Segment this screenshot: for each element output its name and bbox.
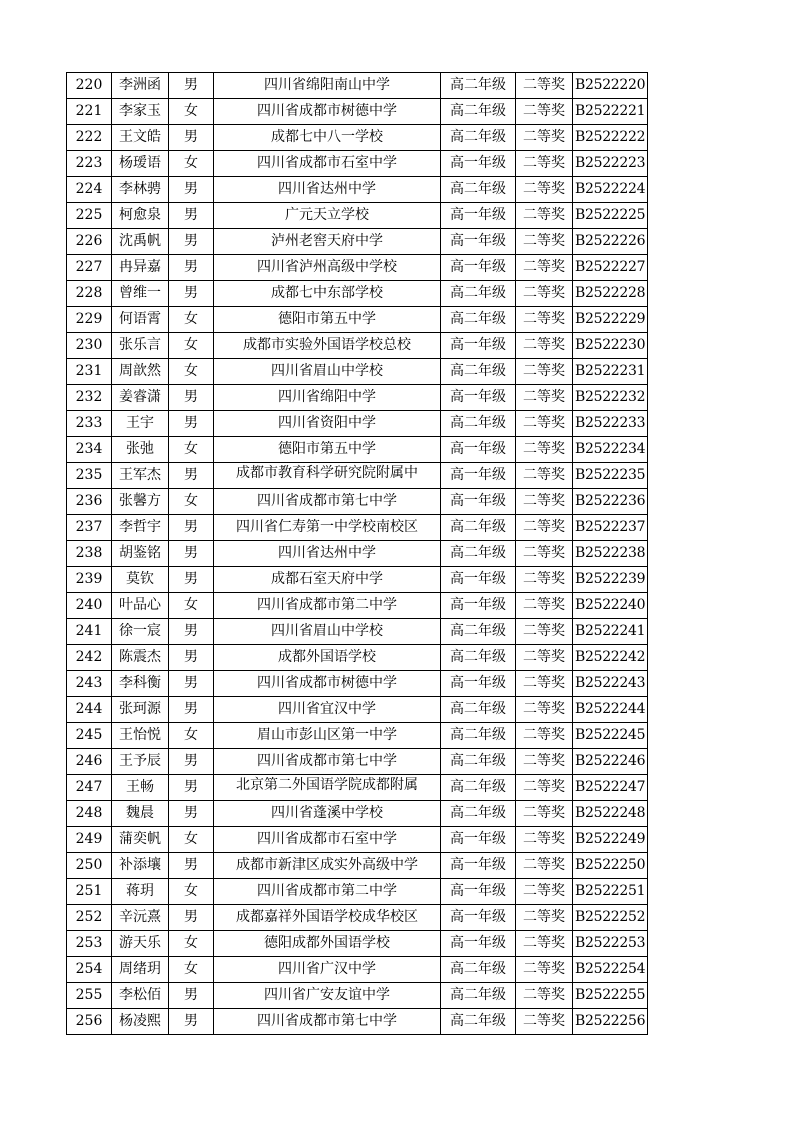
student-name-cell: 姜睿潇 — [112, 385, 169, 411]
school-name-cell: 成都嘉祥外国语学校成华校区 — [214, 905, 441, 931]
grade-level-cell: 高二年级 — [441, 73, 516, 99]
school-name-cell: 四川省成都市第二中学 — [214, 879, 441, 905]
grade-level-cell: 高二年级 — [441, 99, 516, 125]
row-number-cell: 252 — [67, 905, 112, 931]
row-number-cell: 247 — [67, 775, 112, 801]
student-name-cell: 辛沅熹 — [112, 905, 169, 931]
certificate-id-cell: B2522223 — [573, 151, 648, 177]
table-row — [67, 203, 648, 229]
grade-level-cell: 高一年级 — [441, 879, 516, 905]
award-level-cell: 二等奖 — [516, 723, 573, 749]
student-name-cell: 杨瑷语 — [112, 151, 169, 177]
table-row — [67, 619, 648, 645]
row-number-cell: 222 — [67, 125, 112, 151]
gender-cell: 女 — [169, 489, 214, 515]
row-number-cell: 244 — [67, 697, 112, 723]
school-name-cell: 四川省资阳中学 — [214, 411, 441, 437]
certificate-id-cell: B2522225 — [573, 203, 648, 229]
grade-level-cell: 高一年级 — [441, 229, 516, 255]
student-name-cell: 王怡悦 — [112, 723, 169, 749]
certificate-id-cell: B2522241 — [573, 619, 648, 645]
award-level-cell: 二等奖 — [516, 489, 573, 515]
gender-cell: 男 — [169, 411, 214, 437]
award-level-cell: 二等奖 — [516, 593, 573, 619]
row-number-cell: 221 — [67, 99, 112, 125]
gender-cell: 男 — [169, 619, 214, 645]
school-name-cell: 四川省泸州高级中学校 — [214, 255, 441, 281]
grade-level-cell: 高二年级 — [441, 957, 516, 983]
certificate-id-cell: B2522239 — [573, 567, 648, 593]
certificate-id-cell: B2522246 — [573, 749, 648, 775]
certificate-id-cell: B2522236 — [573, 489, 648, 515]
award-level-cell: 二等奖 — [516, 463, 573, 489]
student-name-cell: 曾维一 — [112, 281, 169, 307]
gender-cell: 女 — [169, 99, 214, 125]
award-level-cell: 二等奖 — [516, 957, 573, 983]
certificate-id-cell: B2522245 — [573, 723, 648, 749]
award-level-cell: 二等奖 — [516, 203, 573, 229]
school-name-cell: 眉山市彭山区第一中学 — [214, 723, 441, 749]
school-name-cell: 成都七中东部学校 — [214, 281, 441, 307]
certificate-id-cell: B2522238 — [573, 541, 648, 567]
award-level-cell: 二等奖 — [516, 541, 573, 567]
award-level-cell: 二等奖 — [516, 827, 573, 853]
grade-level-cell: 高二年级 — [441, 359, 516, 385]
certificate-id-cell: B2522248 — [573, 801, 648, 827]
student-name-cell: 王军杰 — [112, 463, 169, 489]
table-row — [67, 775, 648, 801]
award-level-cell: 二等奖 — [516, 125, 573, 151]
certificate-id-cell: B2522256 — [573, 1009, 648, 1035]
certificate-id-cell: B2522231 — [573, 359, 648, 385]
row-number-cell: 251 — [67, 879, 112, 905]
row-number-cell: 240 — [67, 593, 112, 619]
grade-level-cell: 高一年级 — [441, 203, 516, 229]
row-number-cell: 235 — [67, 463, 112, 489]
award-level-cell: 二等奖 — [516, 801, 573, 827]
certificate-id-cell: B2522251 — [573, 879, 648, 905]
table-row — [67, 723, 648, 749]
student-name-cell: 王文皓 — [112, 125, 169, 151]
school-name-cell: 四川省绵阳南山中学 — [214, 73, 441, 99]
student-name-cell: 陈震杰 — [112, 645, 169, 671]
award-level-cell: 二等奖 — [516, 775, 573, 801]
grade-level-cell: 高一年级 — [441, 151, 516, 177]
table-row — [67, 73, 648, 99]
certificate-id-cell: B2522232 — [573, 385, 648, 411]
row-number-cell: 246 — [67, 749, 112, 775]
row-number-cell: 254 — [67, 957, 112, 983]
grade-level-cell: 高二年级 — [441, 515, 516, 541]
certificate-id-cell: B2522240 — [573, 593, 648, 619]
student-name-cell: 冉异嘉 — [112, 255, 169, 281]
school-name-cell: 四川省广汉中学 — [214, 957, 441, 983]
table-row — [67, 151, 648, 177]
student-name-cell: 胡鉴铭 — [112, 541, 169, 567]
school-name-cell: 四川省成都市第七中学 — [214, 1009, 441, 1035]
grade-level-cell: 高二年级 — [441, 307, 516, 333]
grade-level-cell: 高一年级 — [441, 905, 516, 931]
grade-level-cell: 高二年级 — [441, 177, 516, 203]
school-name-cell: 成都市实验外国语学校总校 — [214, 333, 441, 359]
row-number-cell: 236 — [67, 489, 112, 515]
school-name-cell: 四川省达州中学 — [214, 177, 441, 203]
school-name-cell: 四川省宜汉中学 — [214, 697, 441, 723]
row-number-cell: 233 — [67, 411, 112, 437]
school-name-cell: 成都市新津区成实外高级中学 — [214, 853, 441, 879]
certificate-id-cell: B2522224 — [573, 177, 648, 203]
award-level-cell: 二等奖 — [516, 567, 573, 593]
grade-level-cell: 高二年级 — [441, 541, 516, 567]
row-number-cell: 228 — [67, 281, 112, 307]
school-name-cell: 四川省广安友谊中学 — [214, 983, 441, 1009]
student-name-cell: 魏晨 — [112, 801, 169, 827]
student-name-cell: 李洲函 — [112, 73, 169, 99]
table-row — [67, 749, 648, 775]
table-row — [67, 567, 648, 593]
gender-cell: 男 — [169, 645, 214, 671]
table-row — [67, 593, 648, 619]
certificate-id-cell: B2522243 — [573, 671, 648, 697]
row-number-cell: 253 — [67, 931, 112, 957]
row-number-cell: 248 — [67, 801, 112, 827]
gender-cell: 男 — [169, 541, 214, 567]
award-level-cell: 二等奖 — [516, 931, 573, 957]
student-name-cell: 李哲宇 — [112, 515, 169, 541]
row-number-cell: 226 — [67, 229, 112, 255]
row-number-cell: 229 — [67, 307, 112, 333]
gender-cell: 男 — [169, 801, 214, 827]
award-table-body — [67, 73, 648, 1035]
grade-level-cell: 高一年级 — [441, 567, 516, 593]
school-name-cell: 四川省达州中学 — [214, 541, 441, 567]
student-name-cell: 李松佰 — [112, 983, 169, 1009]
gender-cell: 男 — [169, 229, 214, 255]
gender-cell: 男 — [169, 177, 214, 203]
certificate-id-cell: B2522222 — [573, 125, 648, 151]
grade-level-cell: 高二年级 — [441, 1009, 516, 1035]
gender-cell: 女 — [169, 957, 214, 983]
grade-level-cell: 高一年级 — [441, 437, 516, 463]
grade-level-cell: 高二年级 — [441, 775, 516, 801]
gender-cell: 男 — [169, 905, 214, 931]
certificate-id-cell: B2522237 — [573, 515, 648, 541]
school-name-cell: 四川省成都市第七中学 — [214, 489, 441, 515]
table-row — [67, 671, 648, 697]
student-name-cell: 何语霄 — [112, 307, 169, 333]
award-level-cell: 二等奖 — [516, 645, 573, 671]
gender-cell: 男 — [169, 1009, 214, 1035]
school-name-cell: 北京第二外国语学院成都附属 — [214, 775, 441, 801]
student-name-cell: 张弛 — [112, 437, 169, 463]
row-number-cell: 249 — [67, 827, 112, 853]
grade-level-cell: 高二年级 — [441, 619, 516, 645]
row-number-cell: 250 — [67, 853, 112, 879]
student-name-cell: 徐一宸 — [112, 619, 169, 645]
award-level-cell: 二等奖 — [516, 307, 573, 333]
student-name-cell: 王予辰 — [112, 749, 169, 775]
school-name-cell: 四川省成都市第七中学 — [214, 749, 441, 775]
gender-cell: 男 — [169, 73, 214, 99]
award-level-cell: 二等奖 — [516, 749, 573, 775]
table-row — [67, 489, 648, 515]
grade-level-cell: 高二年级 — [441, 723, 516, 749]
row-number-cell: 225 — [67, 203, 112, 229]
gender-cell: 女 — [169, 593, 214, 619]
award-level-cell: 二等奖 — [516, 281, 573, 307]
school-name-cell: 德阳市第五中学 — [214, 437, 441, 463]
table-row — [67, 255, 648, 281]
grade-level-cell: 高一年级 — [441, 463, 516, 489]
award-level-cell: 二等奖 — [516, 983, 573, 1009]
student-name-cell: 王畅 — [112, 775, 169, 801]
student-name-cell: 王宇 — [112, 411, 169, 437]
certificate-id-cell: B2522249 — [573, 827, 648, 853]
grade-level-cell: 高二年级 — [441, 125, 516, 151]
row-number-cell: 242 — [67, 645, 112, 671]
school-name-cell: 四川省成都市石室中学 — [214, 827, 441, 853]
school-name-cell: 德阳市第五中学 — [214, 307, 441, 333]
student-name-cell: 周绪玥 — [112, 957, 169, 983]
gender-cell: 女 — [169, 359, 214, 385]
school-name-cell: 成都外国语学校 — [214, 645, 441, 671]
row-number-cell: 223 — [67, 151, 112, 177]
table-row — [67, 333, 648, 359]
award-list-sheet — [66, 72, 648, 1035]
award-level-cell: 二等奖 — [516, 99, 573, 125]
school-name-cell: 四川省成都市第二中学 — [214, 593, 441, 619]
school-name-cell: 四川省眉山中学校 — [214, 619, 441, 645]
student-name-cell: 补添壤 — [112, 853, 169, 879]
table-row — [67, 281, 648, 307]
certificate-id-cell: B2522254 — [573, 957, 648, 983]
award-level-cell: 二等奖 — [516, 359, 573, 385]
row-number-cell: 243 — [67, 671, 112, 697]
table-row — [67, 411, 648, 437]
award-level-cell: 二等奖 — [516, 515, 573, 541]
row-number-cell: 234 — [67, 437, 112, 463]
table-row — [67, 385, 648, 411]
table-row — [67, 125, 648, 151]
award-level-cell: 二等奖 — [516, 619, 573, 645]
grade-level-cell: 高二年级 — [441, 801, 516, 827]
award-level-cell: 二等奖 — [516, 1009, 573, 1035]
certificate-id-cell: B2522235 — [573, 463, 648, 489]
award-level-cell: 二等奖 — [516, 671, 573, 697]
row-number-cell: 255 — [67, 983, 112, 1009]
table-row — [67, 853, 648, 879]
gender-cell: 女 — [169, 307, 214, 333]
gender-cell: 男 — [169, 203, 214, 229]
table-row — [67, 957, 648, 983]
school-name-cell: 四川省仁寿第一中学校南校区 — [214, 515, 441, 541]
certificate-id-cell: B2522250 — [573, 853, 648, 879]
student-name-cell: 蒲奕帆 — [112, 827, 169, 853]
school-name-cell: 四川省成都市树德中学 — [214, 99, 441, 125]
table-row — [67, 515, 648, 541]
certificate-id-cell: B2522253 — [573, 931, 648, 957]
school-name-cell: 四川省成都市树德中学 — [214, 671, 441, 697]
award-level-cell: 二等奖 — [516, 73, 573, 99]
row-number-cell: 239 — [67, 567, 112, 593]
certificate-id-cell: B2522244 — [573, 697, 648, 723]
award-level-cell: 二等奖 — [516, 411, 573, 437]
grade-level-cell: 高二年级 — [441, 645, 516, 671]
table-row — [67, 1009, 648, 1035]
grade-level-cell: 高一年级 — [441, 827, 516, 853]
gender-cell: 女 — [169, 151, 214, 177]
gender-cell: 男 — [169, 515, 214, 541]
school-name-cell: 成都石室天府中学 — [214, 567, 441, 593]
student-name-cell: 叶品心 — [112, 593, 169, 619]
student-name-cell: 李家玉 — [112, 99, 169, 125]
student-name-cell: 莫钦 — [112, 567, 169, 593]
gender-cell: 女 — [169, 333, 214, 359]
certificate-id-cell: B2522221 — [573, 99, 648, 125]
school-name-cell: 四川省绵阳中学 — [214, 385, 441, 411]
certificate-id-cell: B2522247 — [573, 775, 648, 801]
certificate-id-cell: B2522228 — [573, 281, 648, 307]
row-number-cell: 224 — [67, 177, 112, 203]
row-number-cell: 231 — [67, 359, 112, 385]
table-row — [67, 541, 648, 567]
school-name-cell: 广元天立学校 — [214, 203, 441, 229]
row-number-cell: 241 — [67, 619, 112, 645]
school-name-cell: 四川省眉山中学校 — [214, 359, 441, 385]
student-name-cell: 杨凌熙 — [112, 1009, 169, 1035]
row-number-cell: 220 — [67, 73, 112, 99]
student-name-cell: 李科衡 — [112, 671, 169, 697]
certificate-id-cell: B2522227 — [573, 255, 648, 281]
row-number-cell: 238 — [67, 541, 112, 567]
certificate-id-cell: B2522234 — [573, 437, 648, 463]
gender-cell: 男 — [169, 775, 214, 801]
school-name-cell: 泸州老窖天府中学 — [214, 229, 441, 255]
gender-cell: 男 — [169, 255, 214, 281]
award-level-cell: 二等奖 — [516, 151, 573, 177]
gender-cell: 男 — [169, 671, 214, 697]
row-number-cell: 256 — [67, 1009, 112, 1035]
school-name-cell: 德阳成都外国语学校 — [214, 931, 441, 957]
student-name-cell: 周歆然 — [112, 359, 169, 385]
gender-cell: 男 — [169, 125, 214, 151]
award-level-cell: 二等奖 — [516, 177, 573, 203]
school-name-cell: 成都市教育科学研究院附属中 — [214, 463, 441, 489]
table-row — [67, 229, 648, 255]
certificate-id-cell: B2522233 — [573, 411, 648, 437]
table-row — [67, 645, 648, 671]
gender-cell: 女 — [169, 931, 214, 957]
grade-level-cell: 高一年级 — [441, 255, 516, 281]
student-name-cell: 沈禹帆 — [112, 229, 169, 255]
gender-cell: 男 — [169, 567, 214, 593]
row-number-cell: 237 — [67, 515, 112, 541]
award-level-cell: 二等奖 — [516, 697, 573, 723]
table-row — [67, 359, 648, 385]
award-level-cell: 二等奖 — [516, 879, 573, 905]
gender-cell: 女 — [169, 723, 214, 749]
gender-cell: 男 — [169, 385, 214, 411]
grade-level-cell: 高一年级 — [441, 333, 516, 359]
gender-cell: 男 — [169, 281, 214, 307]
award-table — [66, 72, 648, 1035]
school-name-cell: 四川省成都市石室中学 — [214, 151, 441, 177]
table-row — [67, 177, 648, 203]
grade-level-cell: 高二年级 — [441, 983, 516, 1009]
table-row — [67, 931, 648, 957]
award-level-cell: 二等奖 — [516, 905, 573, 931]
grade-level-cell: 高一年级 — [441, 671, 516, 697]
row-number-cell: 227 — [67, 255, 112, 281]
award-level-cell: 二等奖 — [516, 333, 573, 359]
row-number-cell: 232 — [67, 385, 112, 411]
grade-level-cell: 高一年级 — [441, 385, 516, 411]
table-row — [67, 463, 648, 489]
student-name-cell: 李林骋 — [112, 177, 169, 203]
grade-level-cell: 高一年级 — [441, 593, 516, 619]
school-name-cell: 成都七中八一学校 — [214, 125, 441, 151]
row-number-cell: 230 — [67, 333, 112, 359]
table-row — [67, 99, 648, 125]
table-row — [67, 983, 648, 1009]
award-level-cell: 二等奖 — [516, 853, 573, 879]
gender-cell: 女 — [169, 879, 214, 905]
student-name-cell: 张馨方 — [112, 489, 169, 515]
grade-level-cell: 高二年级 — [441, 411, 516, 437]
table-row — [67, 827, 648, 853]
school-name-cell: 四川省蓬溪中学校 — [214, 801, 441, 827]
certificate-id-cell: B2522229 — [573, 307, 648, 333]
gender-cell: 男 — [169, 697, 214, 723]
student-name-cell: 柯愈泉 — [112, 203, 169, 229]
table-row — [67, 801, 648, 827]
student-name-cell: 蒋玥 — [112, 879, 169, 905]
certificate-id-cell: B2522255 — [573, 983, 648, 1009]
table-row — [67, 905, 648, 931]
table-row — [67, 437, 648, 463]
grade-level-cell: 高二年级 — [441, 749, 516, 775]
certificate-id-cell: B2522230 — [573, 333, 648, 359]
gender-cell: 女 — [169, 827, 214, 853]
award-level-cell: 二等奖 — [516, 229, 573, 255]
gender-cell: 男 — [169, 983, 214, 1009]
grade-level-cell: 高一年级 — [441, 853, 516, 879]
table-row — [67, 879, 648, 905]
certificate-id-cell: B2522252 — [573, 905, 648, 931]
grade-level-cell: 高二年级 — [441, 281, 516, 307]
gender-cell: 男 — [169, 749, 214, 775]
gender-cell: 男 — [169, 463, 214, 489]
row-number-cell: 245 — [67, 723, 112, 749]
award-level-cell: 二等奖 — [516, 437, 573, 463]
certificate-id-cell: B2522242 — [573, 645, 648, 671]
award-level-cell: 二等奖 — [516, 385, 573, 411]
student-name-cell: 游天乐 — [112, 931, 169, 957]
student-name-cell: 张乐言 — [112, 333, 169, 359]
grade-level-cell: 高一年级 — [441, 931, 516, 957]
grade-level-cell: 高二年级 — [441, 697, 516, 723]
table-row — [67, 697, 648, 723]
table-row — [67, 307, 648, 333]
certificate-id-cell: B2522220 — [573, 73, 648, 99]
gender-cell: 女 — [169, 437, 214, 463]
student-name-cell: 张珂源 — [112, 697, 169, 723]
award-level-cell: 二等奖 — [516, 255, 573, 281]
gender-cell: 男 — [169, 853, 214, 879]
grade-level-cell: 高一年级 — [441, 489, 516, 515]
certificate-id-cell: B2522226 — [573, 229, 648, 255]
